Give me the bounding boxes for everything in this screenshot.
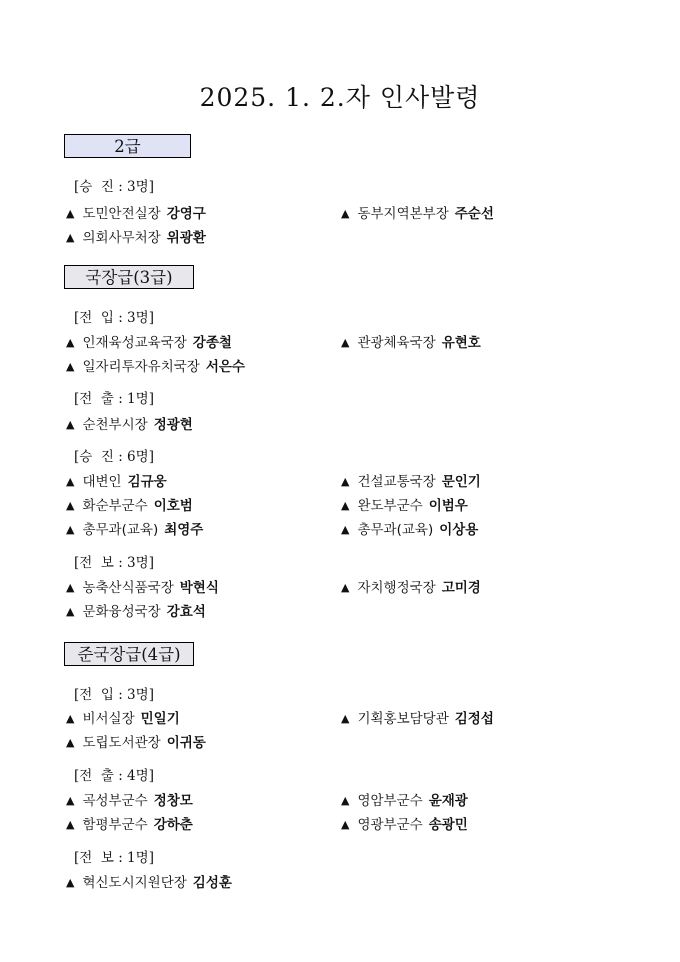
appointment-item — [66, 355, 245, 375]
triangle-bullet-icon: ▲ — [66, 207, 75, 220]
person-name: 강효석 — [166, 604, 206, 620]
person-name: 민일기 — [140, 711, 180, 727]
position: 도립도서관장 — [82, 735, 161, 751]
person-name: 주순선 — [454, 206, 494, 222]
position: 인재육성교육국장 — [82, 335, 187, 351]
position: 비서실장 — [82, 711, 135, 727]
position: 대변인 — [82, 474, 122, 490]
appointment-item — [66, 789, 193, 809]
appointment-item — [66, 494, 193, 514]
position: 완도부군수 — [357, 498, 423, 514]
triangle-bullet-icon: ▲ — [66, 581, 75, 594]
position: 곡성부군수 — [82, 793, 148, 809]
triangle-bullet-icon: ▲ — [341, 207, 350, 220]
appointment-item — [66, 413, 193, 433]
person-name: 정창모 — [153, 793, 193, 809]
triangle-bullet-icon: ▲ — [66, 475, 75, 488]
appointment-item — [66, 518, 203, 538]
grade-heading-3: 국장급(3급) — [64, 265, 194, 289]
appointment-item — [66, 707, 180, 727]
person-name: 강하춘 — [153, 817, 193, 833]
grade-heading-2: 2급 — [64, 134, 191, 158]
person-name: 이호범 — [153, 498, 193, 514]
triangle-bullet-icon: ▲ — [66, 605, 75, 618]
appointment-item — [341, 518, 478, 538]
person-name: 김규웅 — [127, 474, 167, 490]
appointment-item — [66, 470, 167, 490]
appointment-item — [66, 331, 232, 351]
position: 건설교통국장 — [357, 474, 436, 490]
person-name: 이상용 — [439, 522, 479, 538]
triangle-bullet-icon: ▲ — [66, 736, 75, 749]
person-name: 김성훈 — [192, 875, 232, 891]
triangle-bullet-icon: ▲ — [341, 712, 350, 725]
position: 자치행정국장 — [357, 580, 436, 596]
triangle-bullet-icon: ▲ — [341, 499, 350, 512]
person-name: 박현식 — [179, 580, 219, 596]
triangle-bullet-icon: ▲ — [341, 475, 350, 488]
triangle-bullet-icon: ▲ — [341, 818, 350, 831]
appointment-item — [66, 813, 193, 833]
position: 문화융성국장 — [82, 604, 161, 620]
triangle-bullet-icon: ▲ — [66, 336, 75, 349]
group-label: [전 출 : 1명] — [74, 391, 154, 407]
group-label: [전 보 : 3명] — [74, 555, 154, 571]
position: 총무과(교육) — [82, 522, 159, 538]
position: 함평부군수 — [82, 817, 148, 833]
position: 영암부군수 — [357, 793, 423, 809]
person-name: 윤재광 — [428, 793, 468, 809]
appointment-item — [341, 470, 481, 490]
person-name: 이귀동 — [166, 735, 206, 751]
appointment-item — [66, 576, 219, 596]
group-label: [전 입 : 3명] — [74, 687, 154, 703]
position: 관광체육국장 — [357, 335, 436, 351]
position: 농축산식품국장 — [82, 580, 174, 596]
triangle-bullet-icon: ▲ — [66, 418, 75, 431]
person-name: 위광환 — [166, 230, 206, 246]
person-name: 정광현 — [153, 417, 193, 433]
triangle-bullet-icon: ▲ — [66, 360, 75, 373]
group-label: [전 출 : 4명] — [74, 768, 154, 784]
person-name: 강종철 — [192, 335, 232, 351]
position: 화순부군수 — [82, 498, 148, 514]
position: 의회사무처장 — [82, 230, 161, 246]
person-name: 김정섭 — [454, 711, 494, 727]
triangle-bullet-icon: ▲ — [66, 523, 75, 536]
group-label: [전 보 : 1명] — [74, 850, 154, 866]
position: 혁신도시지원단장 — [82, 875, 187, 891]
appointment-item — [66, 731, 206, 751]
person-name: 유현호 — [441, 335, 481, 351]
person-name: 고미경 — [441, 580, 481, 596]
position: 일자리투자유치국장 — [82, 359, 200, 375]
appointment-item — [341, 707, 494, 727]
triangle-bullet-icon: ▲ — [66, 876, 75, 889]
position: 영광부군수 — [357, 817, 423, 833]
position: 순천부시장 — [82, 417, 148, 433]
appointment-item — [341, 331, 481, 351]
position: 총무과(교육) — [357, 522, 434, 538]
grade-heading-4: 준국장급(4급) — [64, 642, 194, 666]
triangle-bullet-icon: ▲ — [66, 818, 75, 831]
group-label: [승 진 : 6명] — [74, 449, 154, 465]
appointment-item — [341, 789, 468, 809]
position: 도민안전실장 — [82, 206, 161, 222]
triangle-bullet-icon: ▲ — [341, 581, 350, 594]
person-name: 이범우 — [428, 498, 468, 514]
triangle-bullet-icon: ▲ — [341, 794, 350, 807]
appointment-item — [341, 202, 494, 222]
triangle-bullet-icon: ▲ — [66, 231, 75, 244]
page-title: 2025. 1. 2.자 인사발령 — [199, 83, 481, 112]
group-label: [승 진 : 3명] — [74, 179, 154, 195]
appointment-item — [341, 576, 481, 596]
appointment-item — [66, 202, 206, 222]
person-name: 서은수 — [205, 359, 245, 375]
group-label: [전 입 : 3명] — [74, 310, 154, 326]
appointment-item — [341, 813, 468, 833]
person-name: 최영주 — [164, 522, 204, 538]
triangle-bullet-icon: ▲ — [66, 499, 75, 512]
triangle-bullet-icon: ▲ — [66, 794, 75, 807]
triangle-bullet-icon: ▲ — [341, 523, 350, 536]
person-name: 강영구 — [166, 206, 206, 222]
position: 동부지역본부장 — [357, 206, 449, 222]
person-name: 문인기 — [441, 474, 481, 490]
person-name: 송광민 — [428, 817, 468, 833]
position: 기획홍보담당관 — [357, 711, 449, 727]
triangle-bullet-icon: ▲ — [341, 336, 350, 349]
triangle-bullet-icon: ▲ — [66, 712, 75, 725]
appointment-item — [66, 600, 206, 620]
appointment-item — [341, 494, 468, 514]
appointment-item — [66, 871, 232, 891]
appointment-item — [66, 226, 206, 246]
